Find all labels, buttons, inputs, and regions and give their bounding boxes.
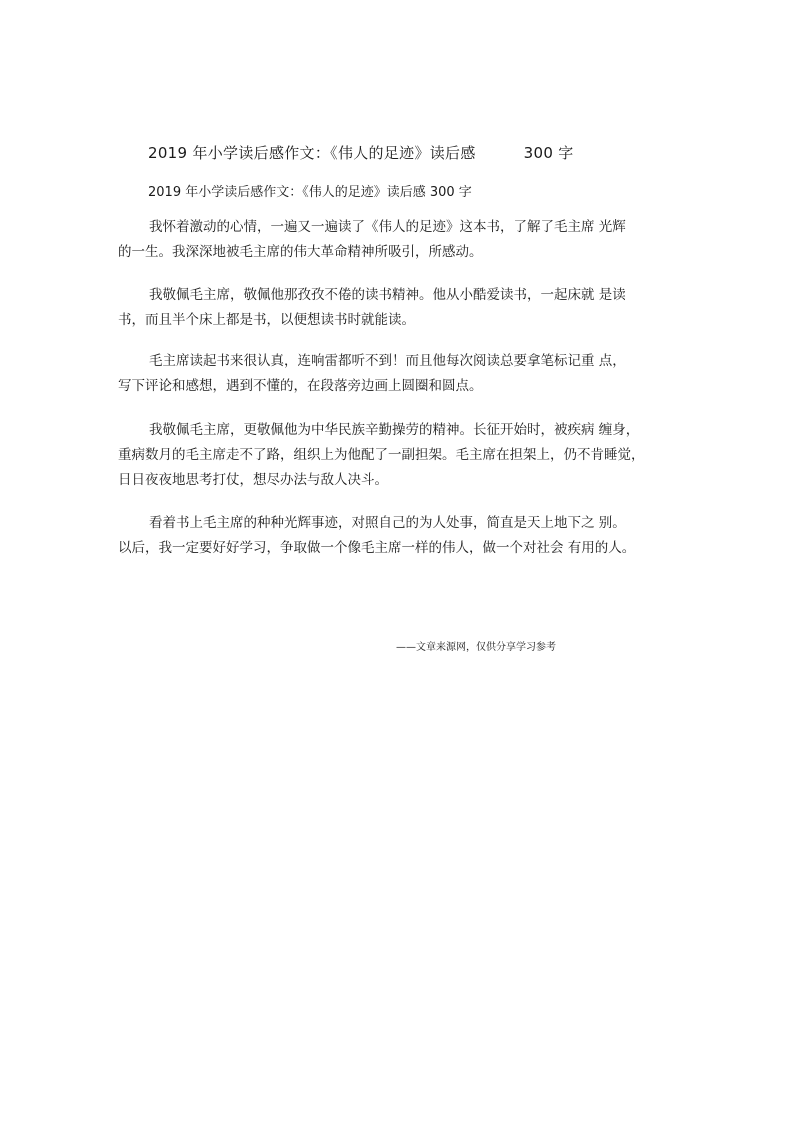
document-title [148,142,574,163]
paragraph-5 [118,511,690,561]
paragraph-line: 的一生。我深深地被毛主席的伟大革命精神所吸引，所感动。 [118,244,483,260]
source-footer: ——文章来源网，仅供分享学习参考 [396,642,556,653]
paragraph-line: 重病数月的毛主席走不了路，组织上为他配了一副担架。毛主席在担架上，仍不肯睡觉， [118,447,645,463]
paragraph-1 [118,215,690,265]
document-title-text: 2019 年小学读后感作文：《伟人的足迹》读后感 [148,144,476,162]
document-subtitle: 2019 年小学读后感作文：《伟人的足迹》读后感 300 字 [148,185,472,200]
paragraph-line: 写下评论和感想，遇到不懂的，在段落旁边画上圆圈和圆点。 [118,378,483,394]
paragraph-line: 我怀着激动的心情，一遍又一遍读了《伟人的足迹》这本书，了解了毛主席 光辉 [149,219,626,235]
paragraph-line: 书，而且半个床上都是书，以便想读书时就能读。 [118,312,415,328]
paragraph-line: 以后，我一定要好好学习，争取做一个像毛主席一样的伟人，做一个对社会 有用的人。 [118,540,636,556]
paragraph-line: 我敬佩毛主席，敬佩他那孜孜不倦的读书精神。他从小酷爱读书，一起床就 是读 [149,287,626,303]
paragraph-line: 日日夜夜地思考打仗，想尽办法与敌人决斗。 [118,472,388,488]
paragraph-4 [118,418,690,493]
paragraph-line: 毛主席读起书来很认真，连响雷都听不到！而且他每次阅读总要拿笔标记重 点， [149,353,626,369]
paragraph-line: 我敬佩毛主席，更敬佩他为中华民族辛勤操劳的精神。长征开始时，被疾病 缠身， [149,422,640,438]
document-title-word-count: 300 字 [523,144,574,162]
paragraph-2 [118,283,690,333]
paragraph-3 [118,349,690,399]
paragraph-line: 看着书上毛主席的种种光辉事迹，对照自己的为人处事，简直是天上地下之 别。 [149,515,626,531]
